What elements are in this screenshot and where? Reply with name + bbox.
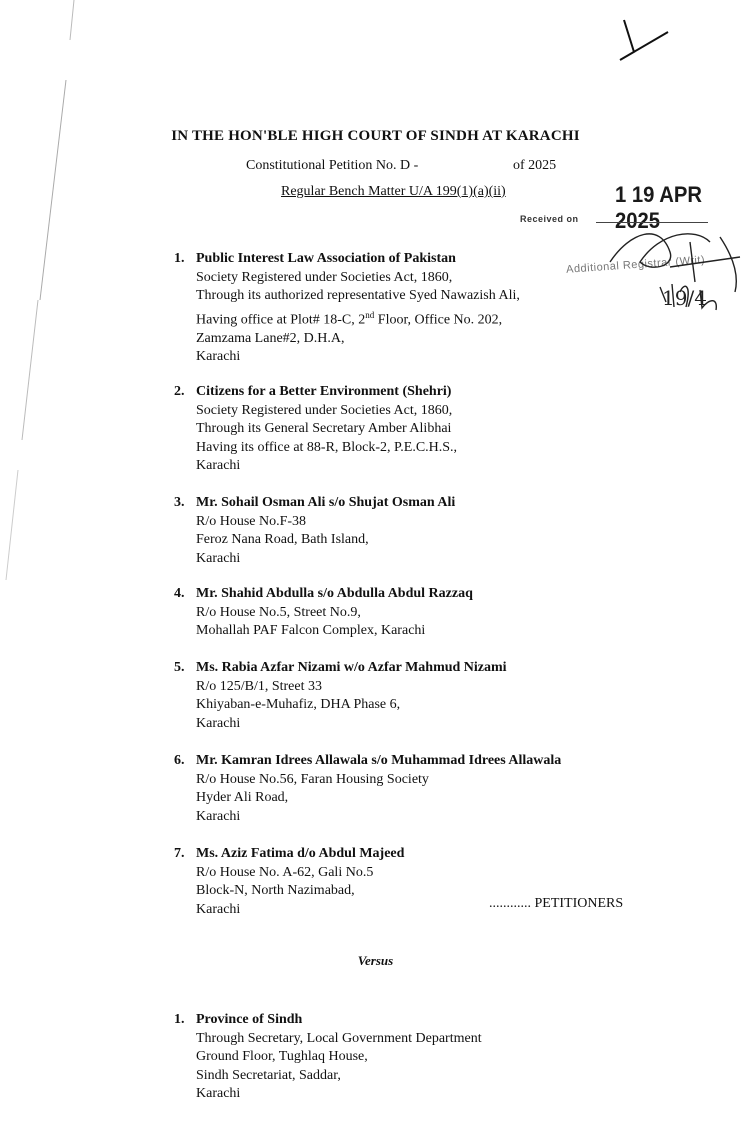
bench-matter: Regular Bench Matter U/A 199(1)(a)(ii) [281, 184, 506, 199]
petitioner-3: 3. Mr. Sohail Osman Ali s/o Shujat Osman Ali R/o House No.F-38 Feroz Nana Road, Bath Island, Karachi [174, 495, 456, 566]
petitioner-name: Mr. Shahid Abdulla s/o Abdulla Abdul Razzaq [196, 586, 473, 601]
petitioner-1: 1. Public Interest Law Association of Pakistan Society Registered under Societies Act, 1860, Through its authorized representative Syed Nawazish Ali, Having office at Plot# 18-C, 2nd Floor, Office No. 202, Zamzama Lane#2, D.H.A, Karachi [174, 251, 520, 365]
petitioner-name: Citizens for a Better Environment (Shehri) [196, 384, 452, 399]
petition-number: Constitutional Petition No. D - [246, 158, 419, 173]
petitioner-name: Ms. Rabia Azfar Nizami w/o Azfar Mahmud Nizami [196, 660, 507, 675]
petitioners-label: ............ PETITIONERS [489, 896, 624, 911]
petitioner-name: Ms. Aziz Fatima d/o Abdul Majeed [196, 846, 405, 861]
petition-year: of 2025 [513, 158, 557, 173]
handwritten-page-mark [612, 14, 672, 64]
received-label: Received on [520, 214, 579, 224]
petitioner-6: 6. Mr. Kamran Idrees Allawala s/o Muhammad Idrees Allawala R/o House No.56, Faran Housing Society Hyder Ali Road, Karachi [174, 753, 562, 824]
respondent-1: 1. Province of Sindh Through Secretary, Local Government Department Ground Floor, Tughlaq House, Sindh Secretariat, Saddar, Karachi [174, 1012, 482, 1101]
petitioner-name: Public Interest Law Association of Pakistan [196, 251, 456, 266]
court-title: IN THE HON'BLE HIGH COURT OF SINDH AT KARACHI [171, 128, 580, 144]
petitioner-2: 2. Citizens for a Better Environment (Shehri) Society Registered under Societies Act, 1860, Through its General Secretary Amber Alibhai Having its office at 88-R, Block-2, P.E.C.H.S., Karachi [174, 384, 458, 473]
petitioner-name: Mr. Kamran Idrees Allawala s/o Muhammad Idrees Allawala [196, 753, 562, 768]
versus-heading: Versus [357, 953, 394, 968]
respondent-name: Province of Sindh [196, 1012, 303, 1027]
signature [600, 212, 750, 317]
petitioner-5: 5. Ms. Rabia Azfar Nizami w/o Azfar Mahmud Nizami R/o 125/B/1, Street 33 Khiyaban-e-Muhafiz, DHA Phase 6, Karachi [174, 660, 507, 731]
petitioner-name: Mr. Sohail Osman Ali s/o Shujat Osman Ali [196, 495, 456, 510]
stamp-date: 1 19 APR 2025 [615, 182, 703, 233]
petitioner-7: 7. Ms. Aziz Fatima d/o Abdul Majeed R/o House No. A-62, Gali No.5 Block-N, North Nazimabad, Karachi [174, 846, 405, 917]
officer-stamp-label: Additional Registrar (Writ) [565, 254, 706, 276]
petitioner-4: 4. Mr. Shahid Abdulla s/o Abdulla Abdul Razzaq R/o House No.5, Street No.9, Mohallah PAF Falcon Complex, Karachi [174, 586, 473, 638]
stamp-page-mark: 1 [615, 182, 627, 207]
handwritten-date: 19/4 [662, 286, 707, 310]
